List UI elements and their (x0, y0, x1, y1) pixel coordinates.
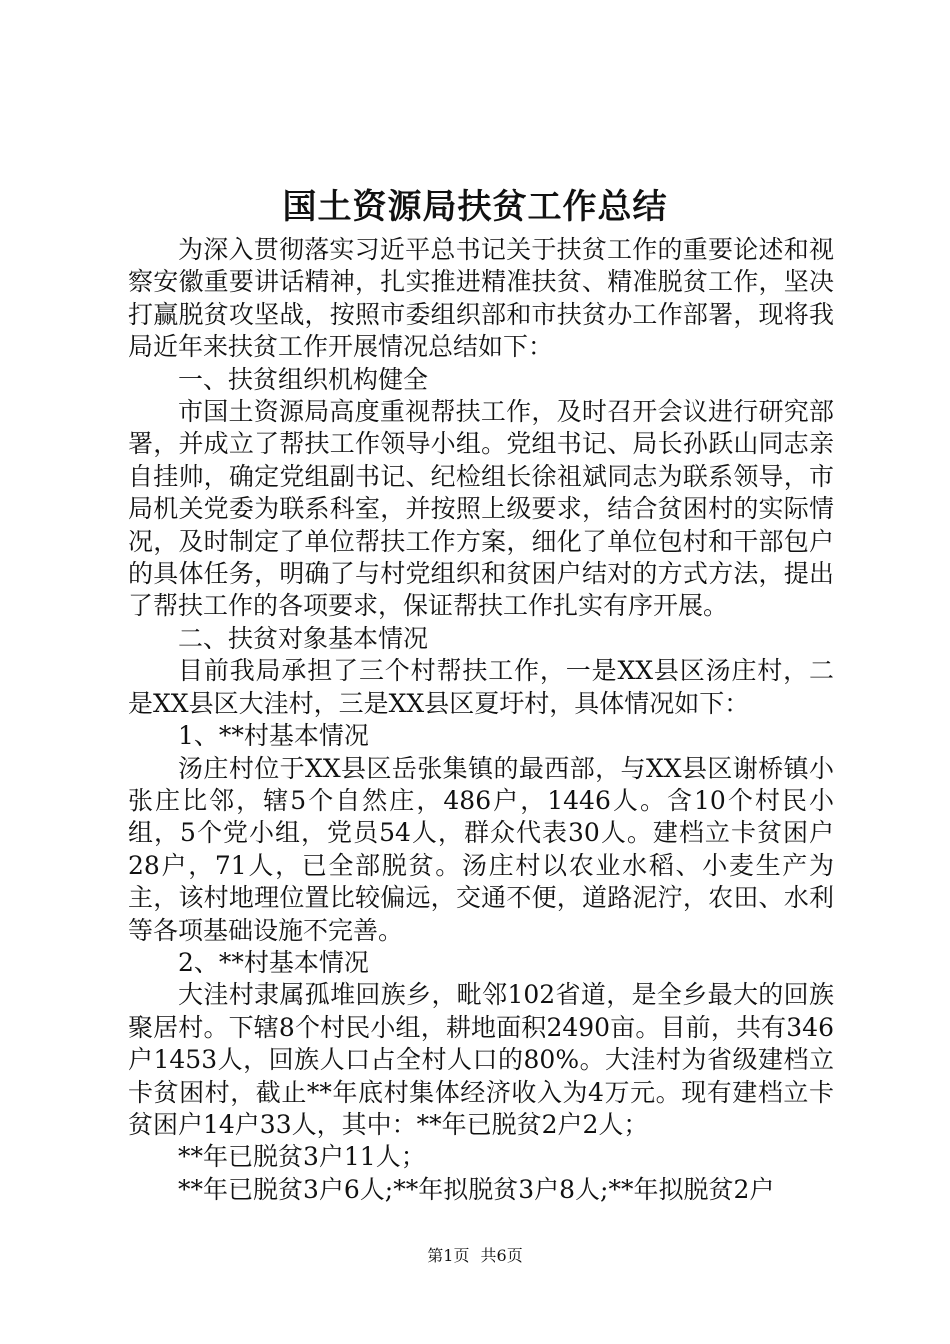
page-number: 第1页 (427, 1246, 470, 1265)
subsection-heading-1: 1、**村基本情况 (178, 721, 369, 751)
paragraph-overview: 目前我局承担了三个村帮扶工作，一是XX县区汤庄村，二是XX县区大洼村，三是XX县区夏圩村，具体情况如下： (128, 656, 834, 718)
page-footer (0, 1245, 950, 1267)
paragraph-organization: 市国土资源局高度重视帮扶工作，及时召开会议进行研究部署，并成立了帮扶工作领导小组。党组书记、局长孙跃山同志亲自挂帅，确定党组副书记、纪检组长徐祖斌同志为联系领导，市局机关党委为联系科室，并按照上级要求，结合贫困村的实际情况，及时制定了单位帮扶工作方案，细化了单位包村和干部包户的具体任务，明确了与村党组织和贫困户结对的方式方法，提出了帮扶工作的各项要求，保证帮扶工作扎实有序开展。 (128, 397, 834, 621)
section-heading-1: 一、扶贫组织机构健全 (178, 364, 429, 394)
paragraph-poverty-line-2: **年已脱贫3户6人;**年拟脱贫3户8人;**年拟脱贫2户 (178, 1174, 775, 1204)
subsection-heading-2: 2、**村基本情况 (178, 947, 369, 977)
document-title: 国土资源局扶贫工作总结 (282, 187, 668, 227)
paragraph-intro: 为深入贯彻落实习近平总书记关于扶贫工作的重要论述和视察安徽重要讲话精神，扎实推进精准扶贫、精准脱贫工作，坚决打赢脱贫攻坚战，按照市委组织部和市扶贫办工作部署，现将我局近年来扶贫工作开展情况总结如下： (128, 235, 834, 362)
paragraph-poverty-line-1: **年已脱贫3户11人； (178, 1142, 426, 1172)
paragraph-village-2: 大洼村隶属孤堆回族乡，毗邻102省道，是全乡最大的回族聚居村。下辖8个村民小组，耕地面积2490亩。目前，共有346户1453人，回族人口占全村人口的80%。大洼村为省级建档立卡贫困村，截止**年底村集体经济收入为4万元。现有建档立卡贫困户14户33人，其中：**年已脱贫2户2人； (128, 980, 834, 1139)
page-total: 共6页 (480, 1246, 523, 1265)
document-body (128, 234, 834, 1206)
section-heading-2: 二、扶贫对象基本情况 (178, 623, 429, 653)
paragraph-village-1: 汤庄村位于XX县区岳张集镇的最西部，与XX县区谢桥镇小张庄比邻，辖5个自然庄，486户，1446人。含10个村民小组，5个党小组，党员54人，群众代表30人。建档立卡贫困户28户，71人，已全部脱贫。汤庄村以农业水稻、小麦生产为主，该村地理位置比较偏远，交通不便，道路泥泞，农田、水利等各项基础设施不完善。 (128, 753, 834, 945)
